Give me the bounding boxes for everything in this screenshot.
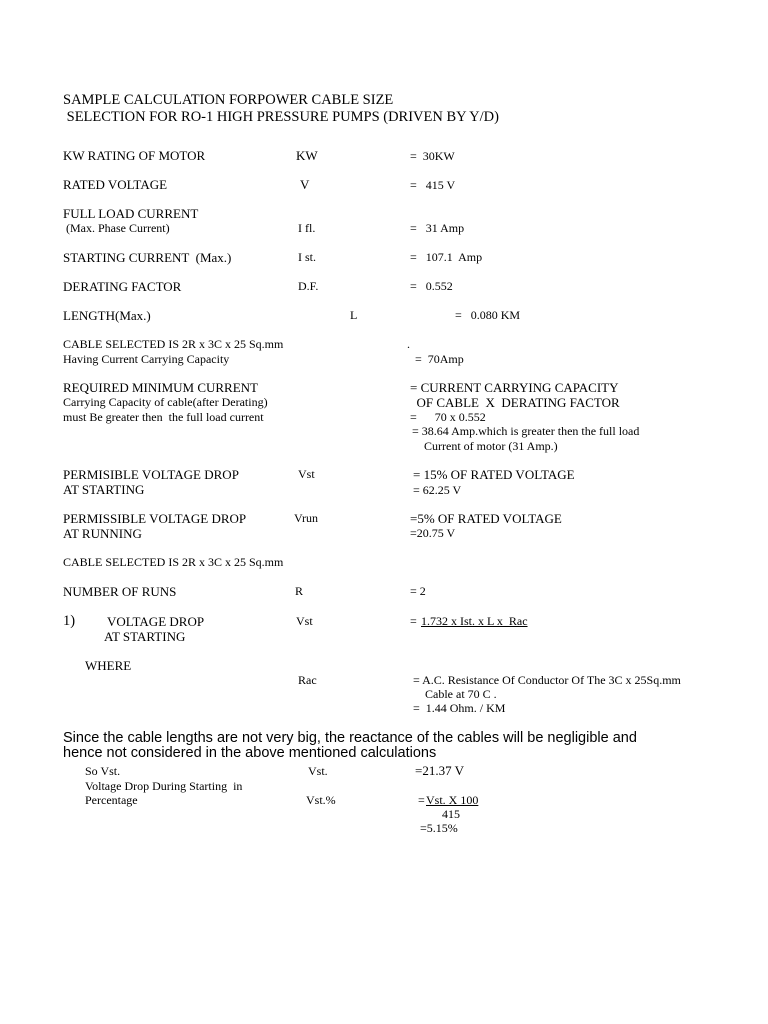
pct-label2: Percentage: [85, 793, 138, 807]
rated-voltage-label: RATED VOLTAGE: [63, 177, 168, 192]
current-capacity-label: Having Current Carrying Capacity: [63, 352, 230, 366]
number-of-runs-symbol: R: [295, 584, 304, 598]
note-line1: Since the cable lengths are not very big, the reactance of the cables will be negligible and: [63, 730, 637, 746]
permissible-drop-running-label2: AT RUNNING: [63, 526, 142, 541]
length-label: LENGTH(Max.): [63, 308, 151, 323]
so-vst-label: So Vst.: [85, 764, 121, 778]
required-min-current-value4: = 38.64 Amp.which is greater then the full load: [412, 424, 640, 438]
doc-title-line1: SAMPLE CALCULATION FORPOWER CABLE SIZE: [63, 92, 394, 108]
kw-rating-value: = 30KW: [410, 149, 455, 163]
length-value: = 0.080 KM: [455, 308, 521, 322]
permissible-drop-starting-value2: = 62.25 V: [413, 483, 462, 497]
cable-selected-repeat-label: CABLE SELECTED IS 2R x 3C x 25 Sq.mm: [63, 555, 284, 569]
permissible-drop-running-label1: PERMISSIBLE VOLTAGE DROP: [63, 511, 247, 526]
length-symbol: L: [350, 308, 358, 322]
so-vst-symbol: Vst.: [308, 764, 328, 778]
kw-rating-label: KW RATING OF MOTOR: [63, 148, 206, 163]
where-value1: = A.C. Resistance Of Conductor Of The 3C x 25Sq.mm: [413, 673, 681, 687]
where-value3: = 1.44 Ohm. / KM: [413, 701, 506, 715]
doc-title-line2: SELECTION FOR RO-1 HIGH PRESSURE PUMPS (DRIVEN BY Y/D): [63, 109, 499, 125]
derating-factor-symbol: D.F.: [298, 279, 319, 293]
derating-factor-label: DERATING FACTOR: [63, 279, 182, 294]
voltage-drop-eq: =: [410, 614, 417, 628]
required-min-current-value2: OF CABLE X DERATING FACTOR: [410, 395, 620, 410]
permissible-drop-starting-value1: = 15% OF RATED VOLTAGE: [413, 467, 575, 482]
required-min-current-note1: Carrying Capacity of cable(after Derating): [63, 395, 268, 409]
current-capacity-value: = 70Amp: [415, 352, 464, 366]
starting-current-value: = 107.1 Amp: [410, 250, 483, 264]
permissible-drop-starting-symbol: Vst: [298, 467, 315, 481]
cable-selected-mark: .: [407, 337, 410, 351]
pct-label1: Voltage Drop During Starting in: [85, 779, 243, 793]
voltage-drop-index: 1): [63, 613, 76, 629]
full-load-current-sublabel: (Max. Phase Current): [63, 221, 170, 235]
cable-selected-label: CABLE SELECTED IS 2R x 3C x 25 Sq.mm: [63, 337, 284, 351]
permissible-drop-starting-label2: AT STARTING: [63, 482, 145, 497]
derating-factor-value: = 0.552: [410, 279, 453, 293]
pct-denominator: 415: [442, 807, 460, 821]
pct-eq: =: [418, 793, 425, 807]
required-min-current-label: REQUIRED MINIMUM CURRENT: [63, 380, 258, 395]
pct-value: =5.15%: [420, 821, 458, 835]
starting-current-label: STARTING CURRENT (Max.): [63, 250, 232, 265]
permissible-drop-starting-label1: PERMISIBLE VOLTAGE DROP: [63, 467, 239, 482]
full-load-current-value: = 31 Amp: [410, 221, 465, 235]
voltage-drop-label2: AT STARTING: [104, 629, 186, 644]
full-load-current-label: FULL LOAD CURRENT: [63, 206, 199, 221]
where-label: WHERE: [85, 658, 132, 673]
note-line2: hence not considered in the above mentioned calculations: [63, 745, 437, 761]
required-min-current-value1: = CURRENT CARRYING CAPACITY: [410, 380, 619, 395]
voltage-drop-symbol: Vst: [296, 614, 313, 628]
required-min-current-note2: must Be greater then the full load current: [63, 410, 264, 424]
where-symbol: Rac: [298, 673, 317, 687]
so-vst-value: =21.37 V: [415, 763, 464, 778]
permissible-drop-running-symbol: Vrun: [294, 511, 318, 525]
required-min-current-value3: = 70 x 0.552: [410, 410, 486, 424]
starting-current-symbol: I st.: [298, 250, 316, 264]
pct-numerator: Vst. X 100: [426, 793, 479, 807]
pct-symbol: Vst.%: [306, 793, 336, 807]
permissible-drop-running-value1: =5% OF RATED VOLTAGE: [410, 511, 562, 526]
rated-voltage-symbol: V: [300, 177, 310, 192]
permissible-drop-running-value2: =20.75 V: [410, 526, 456, 540]
required-min-current-value5: Current of motor (31 Amp.): [412, 439, 558, 453]
voltage-drop-formula: 1.732 x Ist. x L x Rac: [421, 614, 528, 628]
where-value2: Cable at 70 C .: [413, 687, 497, 701]
number-of-runs-label: NUMBER OF RUNS: [63, 584, 177, 599]
number-of-runs-value: = 2: [410, 584, 426, 598]
voltage-drop-label1: VOLTAGE DROP: [107, 614, 205, 629]
rated-voltage-value: = 415 V: [410, 178, 456, 192]
kw-rating-symbol: KW: [296, 148, 318, 163]
full-load-current-symbol: I fl.: [298, 221, 316, 235]
